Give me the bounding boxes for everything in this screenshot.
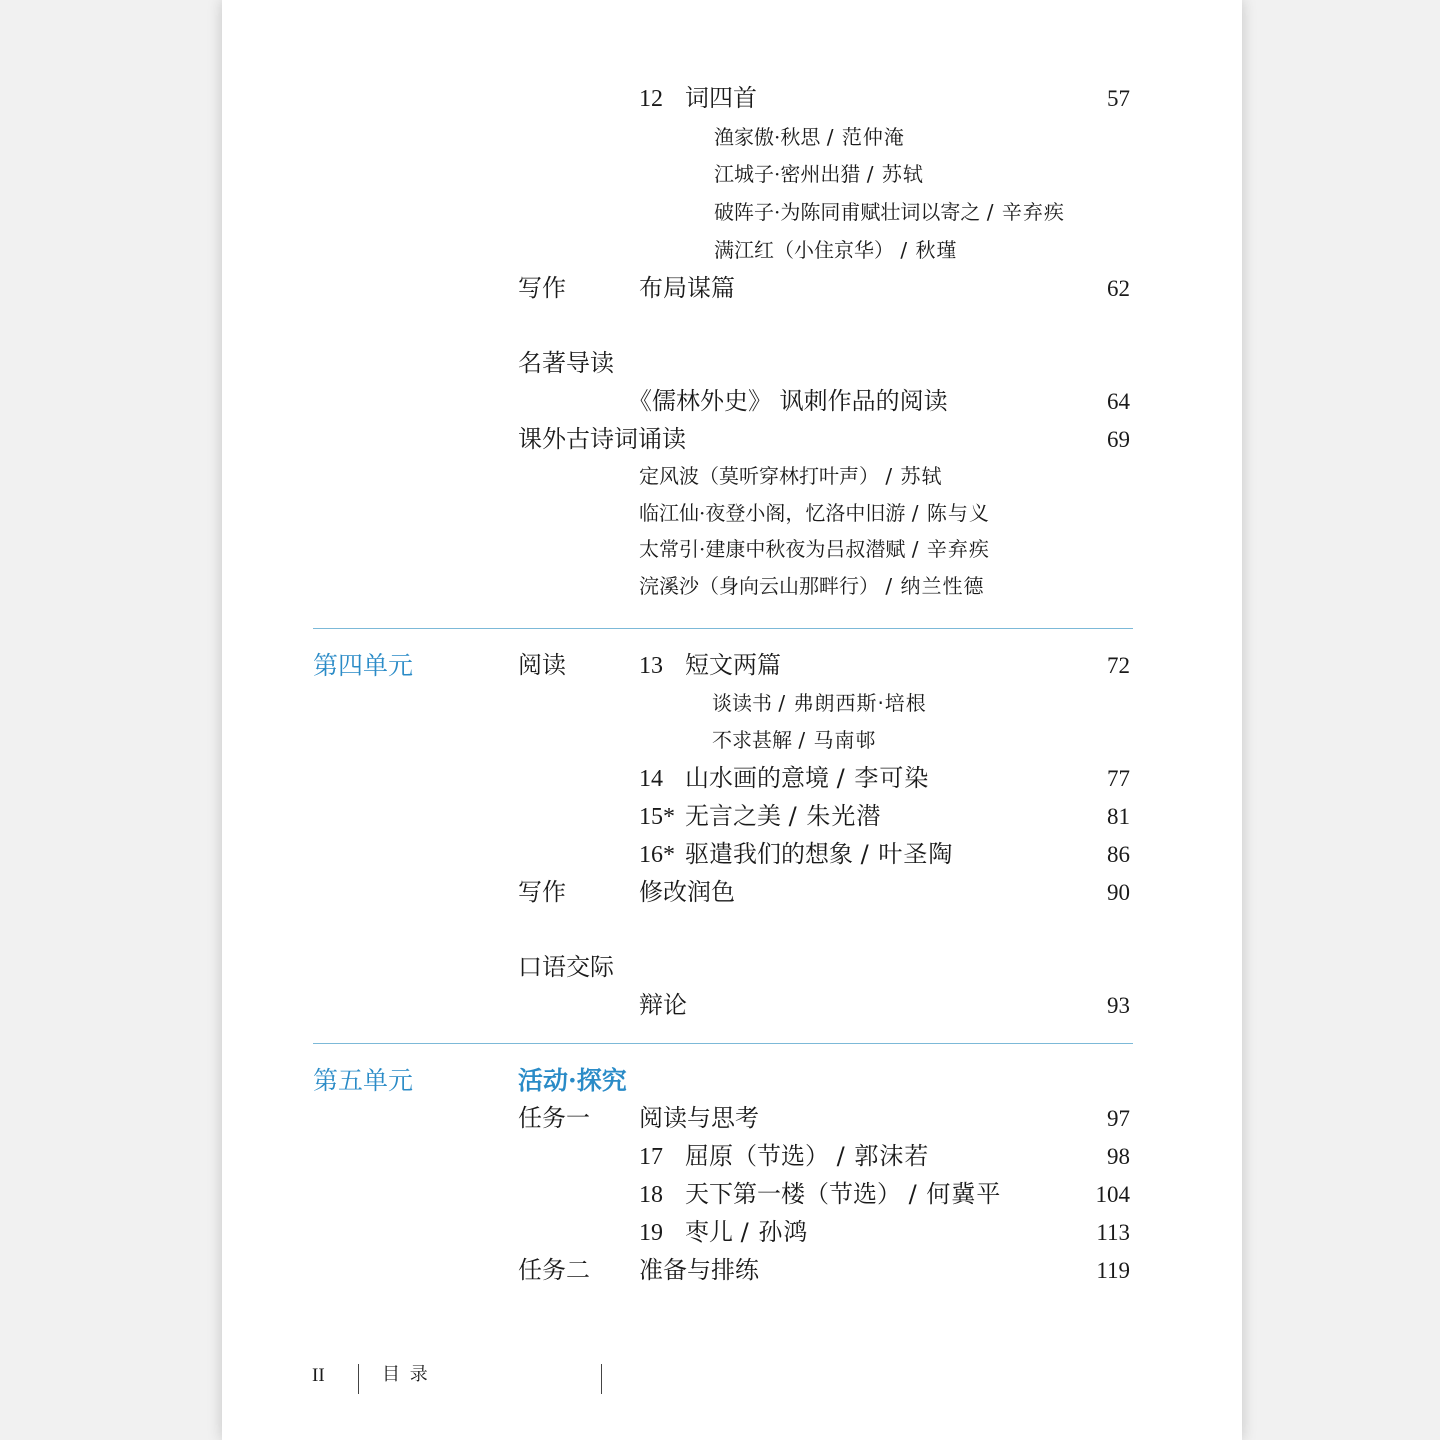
footer-separator bbox=[358, 1364, 359, 1394]
task-label: 任务一 bbox=[518, 1104, 590, 1132]
lesson-title: 无言之美 / 朱光潜 bbox=[685, 802, 882, 830]
footer-section-label: 目 录 bbox=[382, 1364, 430, 1385]
footer-separator bbox=[601, 1364, 602, 1394]
section-label: 写作 bbox=[518, 274, 566, 302]
page-number: 97 bbox=[1107, 1106, 1130, 1131]
page-number: 62 bbox=[1107, 276, 1130, 301]
page-number: 77 bbox=[1107, 766, 1130, 791]
lesson-title: 驱遣我们的想象 / 叶圣陶 bbox=[685, 840, 954, 868]
sub-entry: 不求甚解 / 马南邨 bbox=[712, 728, 877, 752]
page-number: 90 bbox=[1107, 880, 1130, 905]
poem-entry: 太常引·建康中秋夜为吕叔潜赋 / 辛弃疾 bbox=[639, 537, 990, 561]
footer-page-numeral: II bbox=[312, 1365, 325, 1386]
section-title: 修改润色 bbox=[639, 878, 735, 906]
poem-entry: 渔家傲·秋思 / 范仲淹 bbox=[714, 125, 905, 149]
poem-entry: 定风波（莫听穿林打叶声） / 苏轼 bbox=[639, 464, 943, 488]
page-number: 93 bbox=[1107, 993, 1130, 1018]
section-title: 辩论 bbox=[639, 991, 687, 1019]
unit-title: 第四单元 bbox=[313, 651, 414, 680]
lesson-number: 18 bbox=[639, 1182, 663, 1208]
page-number: 72 bbox=[1107, 653, 1130, 678]
page-number: 86 bbox=[1107, 842, 1130, 867]
page-number: 98 bbox=[1107, 1144, 1130, 1169]
section-label: 名著导读 bbox=[518, 349, 614, 377]
section-label: 课外古诗词诵读 bbox=[518, 425, 686, 453]
activity-title: 活动·探究 bbox=[518, 1066, 627, 1095]
lesson-number: 17 bbox=[639, 1144, 663, 1170]
poem-entry: 临江仙·夜登小阁，忆洛中旧游 / 陈与义 bbox=[639, 501, 990, 525]
section-title: 布局谋篇 bbox=[639, 274, 735, 302]
poem-entry: 江城子·密州出猎 / 苏轼 bbox=[714, 162, 924, 186]
page-number: 113 bbox=[1096, 1220, 1130, 1245]
lesson-number: 13 bbox=[639, 653, 663, 679]
page-number: 64 bbox=[1107, 389, 1130, 414]
lesson-title: 天下第一楼（节选） / 何冀平 bbox=[685, 1180, 1002, 1208]
task-title: 准备与排练 bbox=[639, 1256, 759, 1284]
lesson-number: 19 bbox=[639, 1220, 663, 1246]
page-number: 69 bbox=[1107, 427, 1130, 452]
section-label: 写作 bbox=[518, 878, 566, 906]
section-title: 《儒林外史》 讽刺作品的阅读 bbox=[628, 387, 948, 415]
poem-entry: 满江红（小住京华） / 秋瑾 bbox=[714, 238, 958, 262]
task-label: 任务二 bbox=[518, 1256, 590, 1284]
unit-title: 第五单元 bbox=[313, 1066, 414, 1095]
lesson-number: 14 bbox=[639, 766, 663, 792]
poem-entry: 浣溪沙（身向云山那畔行） / 纳兰性德 bbox=[639, 574, 985, 598]
lesson-number: 15* bbox=[639, 804, 675, 830]
page-number: 119 bbox=[1096, 1258, 1130, 1283]
lesson-title: 枣儿 / 孙鸿 bbox=[685, 1218, 809, 1246]
sub-entry: 谈读书 / 弗朗西斯·培根 bbox=[712, 691, 927, 715]
section-label: 口语交际 bbox=[518, 953, 614, 981]
lesson-title: 屈原（节选） / 郭沫若 bbox=[685, 1142, 930, 1170]
unit-divider bbox=[313, 1043, 1133, 1044]
lesson-number: 12 bbox=[639, 86, 663, 112]
page-number: 57 bbox=[1107, 86, 1130, 111]
lesson-number: 16* bbox=[639, 842, 675, 868]
section-label: 阅读 bbox=[518, 651, 566, 679]
lesson-title: 短文两篇 bbox=[685, 651, 781, 679]
page-number: 81 bbox=[1107, 804, 1130, 829]
task-title: 阅读与思考 bbox=[639, 1104, 759, 1132]
lesson-title: 山水画的意境 / 李可染 bbox=[685, 764, 930, 792]
lesson-title: 词四首 bbox=[685, 84, 757, 112]
poem-entry: 破阵子·为陈同甫赋壮词以寄之 / 辛弃疾 bbox=[714, 200, 1065, 224]
page-number: 104 bbox=[1095, 1182, 1130, 1207]
unit-divider bbox=[313, 628, 1133, 629]
